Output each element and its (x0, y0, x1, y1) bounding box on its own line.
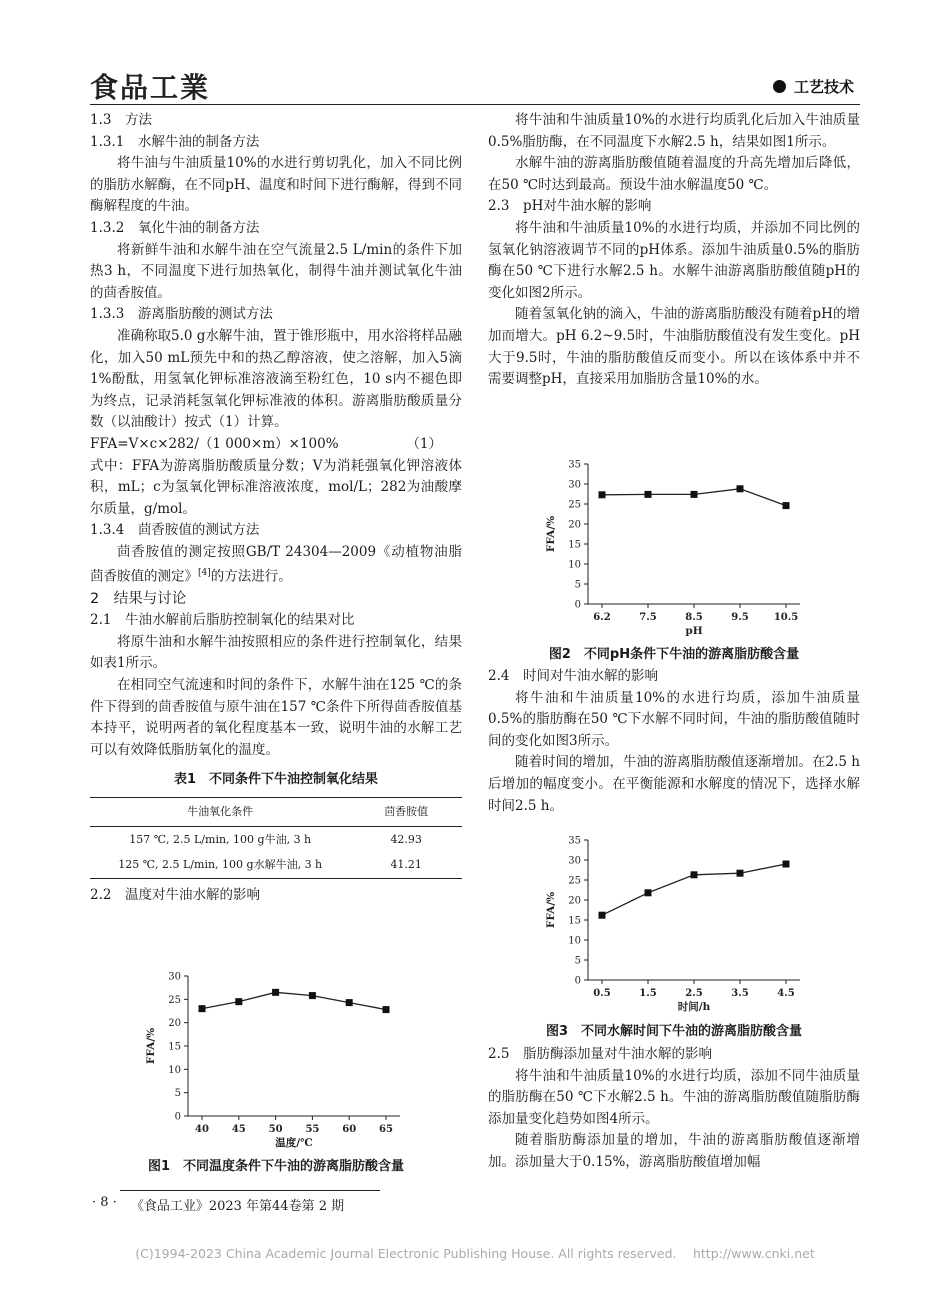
right-column-top (488, 110, 860, 391)
x-tick-label: 4.5 (777, 988, 795, 999)
y-tick-label: 20 (168, 1018, 181, 1030)
y-tick-label: 25 (568, 875, 581, 887)
y-tick-label: 25 (568, 499, 581, 511)
y-tick-label: 20 (568, 895, 581, 907)
heading-1-3-2: 1.3.2 氧化牛油的制备方法 (90, 219, 260, 236)
heading-2-2: 2.2 温度对牛油水解的影响 (90, 886, 260, 903)
x-tick-label: 9.5 (731, 612, 749, 623)
y-tick-label: 0 (174, 1111, 181, 1123)
data-point (645, 491, 652, 498)
y-tick-label: 0 (574, 975, 581, 987)
footer (92, 1195, 344, 1214)
y-tick-label: 30 (568, 479, 581, 491)
reference-mark: [4] (198, 568, 211, 579)
x-tick-label: 3.5 (731, 988, 749, 999)
table-cell: 42.93 (390, 832, 422, 846)
figure-1-caption: 图1 不同温度条件下牛油的游离脂肪酸含量 (147, 1159, 405, 1174)
data-point (783, 502, 790, 509)
right-column-bottom (488, 1044, 860, 1174)
page-number: · 8 · (92, 1195, 117, 1210)
y-tick-label: 5 (174, 1088, 181, 1100)
paragraph: 随着脂肪酶添加量的增加，牛油的游离脂肪酸值逐渐增加。添加量大于0.15%，游离脂肪酸值增加幅 (488, 1132, 860, 1170)
y-tick-label: 20 (568, 519, 581, 531)
heading-2-1: 2.1 牛油水解前后脂肪控制氧化的结果对比 (90, 612, 355, 629)
figure-2-caption: 图2 不同pH条件下牛油的游离脂肪酸含量 (548, 647, 800, 662)
x-tick-label: 1.5 (639, 988, 657, 999)
section-heading-2: 2 结果与讨论 (90, 590, 187, 607)
paragraph: 水解牛油的游离脂肪酸值随着温度的升高先增加后降低，在50 ℃时达到最高。预设牛油水解温度50 ℃。 (488, 155, 860, 193)
formula-number: （1） (406, 435, 442, 452)
table-header: 茴香胺值 (350, 797, 462, 826)
data-point (272, 989, 279, 996)
data-point (346, 999, 353, 1006)
paragraph: 将牛油和牛油质量10%的水进行均质，添加不同牛油质量的脂肪酶在50 ℃下水解2.5 h。牛油的游离脂肪酸值随脂肪酶添加量变化趋势如图4所示。 (488, 1067, 860, 1127)
y-tick-label: 15 (568, 539, 581, 551)
heading-1-3: 1.3 方法 (90, 112, 152, 128)
journal-logo: 食品工業 (90, 71, 211, 104)
heading-1-3-4: 1.3.4 茴香胺值的测试方法 (90, 522, 260, 539)
data-point (309, 992, 316, 999)
paragraph-text: 的方法进行。 (210, 568, 292, 585)
table-header: 牛油氧化条件 (90, 797, 350, 826)
heading-2-4: 2.4 时间对牛油水解的影响 (488, 668, 658, 684)
x-tick-label: 0.5 (593, 988, 611, 999)
table-caption: 表1 不同条件下牛油控制氧化结果 (173, 772, 379, 788)
y-tick-label: 15 (568, 915, 581, 927)
paragraph: 随着时间的增加，牛油的游离脂肪酸值逐渐增加。在2.5 h后增加的幅度变小。在平衡能源和水解度的情况下，选择水解时间2.5 h。 (488, 754, 860, 814)
x-tick-label: 60 (342, 1124, 357, 1135)
y-axis-label: FFA/% (545, 891, 557, 929)
x-axis-label: 时间/h (677, 1001, 711, 1012)
x-tick-label: 7.5 (639, 612, 657, 623)
heading-1-3-3: 1.3.3 游离脂肪酸的测试方法 (90, 306, 273, 323)
data-point (737, 485, 744, 492)
x-tick-label: 8.5 (685, 612, 703, 623)
data-point (235, 998, 242, 1005)
formula-expression: FFA=V×c×282/（1 000×m）×100% (90, 435, 339, 452)
section-label: 工艺技术 (793, 78, 854, 96)
y-tick-label: 5 (574, 955, 581, 967)
right-column-middle (488, 666, 860, 817)
left-column (90, 110, 462, 906)
x-tick-label: 6.2 (593, 612, 611, 623)
heading-1-3-1: 1.3.1 水解牛油的制备方法 (90, 133, 260, 150)
chart-time (530, 832, 810, 1012)
data-table (90, 797, 462, 879)
table-cell: 125 ℃, 2.5 L/min, 100 g水解牛油, 3 h (90, 852, 350, 878)
y-tick-label: 15 (168, 1041, 181, 1053)
y-tick-label: 30 (568, 855, 581, 867)
data-point (383, 1006, 390, 1013)
paragraph (90, 542, 462, 589)
chart-temperature (130, 968, 410, 1148)
y-tick-label: 30 (168, 971, 181, 983)
bullet-dot-icon (773, 80, 786, 93)
data-point (599, 491, 606, 498)
header-rule (90, 104, 860, 105)
x-tick-label: 55 (305, 1124, 320, 1135)
table-cell: 157 ℃, 2.5 L/min, 100 g牛油, 3 h (129, 832, 312, 846)
paragraph: 将新鲜牛油和水解牛油在空气流量2.5 L/min的条件下加热3 h，不同温度下进行加热氧化，制得牛油并测试氧化牛油的茴香胺值。 (90, 241, 462, 301)
paragraph: 在相同空气流速和时间的条件下，水解牛油在125 ℃的条件下得到的茴香胺值与原牛油在157 ℃条件下所得茴香胺值基本持平，说明两者的氧化程度基本一致，说明牛油的水解工艺可以有效降低脂肪氧化的温度。 (90, 676, 462, 758)
x-axis-label: 温度/℃ (275, 1137, 313, 1148)
x-tick-label: 2.5 (685, 988, 703, 999)
journal-issue: 《食品工业》2023 年第44卷第 2 期 (130, 1199, 345, 1214)
y-tick-label: 0 (574, 599, 581, 611)
data-point (691, 491, 698, 498)
figure-3-caption: 图3 不同水解时间下牛油的游离脂肪酸含量 (545, 1024, 803, 1039)
y-axis-label: FFA/% (545, 515, 557, 553)
paragraph: 将牛油和牛油质量10%的水进行均质，添加牛油质量0.5%的脂肪酶在50 ℃下水解不同时间，牛油的脂肪酸值随时间的变化如图3所示。 (488, 689, 860, 749)
y-tick-label: 10 (568, 935, 581, 947)
y-tick-label: 35 (568, 835, 581, 847)
paragraph: 式中：FFA为游离脂肪酸质量分数；V为消耗强氧化钾溶液体积，mL；c为氢氧化钾标准溶液浓度，mol/L；282为油酸摩尔质量，g/mol。 (90, 457, 462, 517)
data-point (599, 912, 606, 919)
data-point (691, 871, 698, 878)
y-tick-label: 5 (574, 579, 581, 591)
paragraph: 将牛油和牛油质量10%的水进行均质，并添加不同比例的氢氧化钠溶液调节不同的pH体系。添加牛油质量0.5%的脂肪酶在50 ℃下进行水解2.5 h。水解牛油游离脂肪酸值随pH的变化如图2所示。 (488, 219, 860, 301)
y-tick-label: 10 (568, 559, 581, 571)
heading-2-5: 2.5 脂肪酶添加量对牛油水解的影响 (488, 1046, 712, 1062)
y-axis-label: FFA/% (145, 1027, 157, 1065)
paragraph: 将牛油和牛油质量10%的水进行均质乳化后加入牛油质量0.5%脂肪酶，在不同温度下水解2.5 h，结果如图1所示。 (488, 112, 860, 150)
paragraph: 随着氢氧化钠的滴入，牛油的游离脂肪酸没有随着pH的增加而增大。pH 6.2~9.5时，牛油脂肪酸值没有发生变化。pH大于9.5时，牛油的脂肪酸值反而变小。所以在该体系中并不需要调整pH，直接采用加脂肪含量10%的水。 (488, 306, 860, 388)
table-row (90, 852, 462, 878)
y-tick-label: 10 (168, 1064, 181, 1076)
y-tick-label: 35 (568, 459, 581, 471)
x-tick-label: 40 (195, 1124, 209, 1135)
data-point (737, 870, 744, 877)
table-cell: 41.21 (350, 852, 462, 878)
series-line (202, 992, 386, 1009)
table-row (90, 826, 462, 852)
x-tick-label: 10.5 (773, 612, 799, 623)
copyright-notice: (C)1994-2023 China Academic Journal Electronic Publishing House. All rights reserved. http://www.cnki.net (135, 1246, 815, 1261)
data-point (645, 889, 652, 896)
paragraph: 将原牛油和水解牛油按照相应的条件进行控制氧化，结果如表1所示。 (90, 633, 462, 672)
x-tick-label: 50 (268, 1124, 283, 1135)
formula (90, 434, 462, 456)
heading-2-3: 2.3 pH对牛油水解的影响 (488, 198, 652, 215)
paragraph-text: 茴香胺值的测定按照GB/T 24304—2009《动植物油脂茴香胺值的测定》 (90, 543, 462, 585)
footer-rule (120, 1190, 380, 1191)
x-tick-label: 45 (231, 1124, 246, 1135)
x-axis-label: pH (685, 625, 703, 636)
paragraph: 准确称取5.0 g水解牛油，置于锥形瓶中，用水浴将样品融化，加入50 mL预先中和的热乙醇溶液，使之溶解，加入5滴1%酚酞，用氢氧化钾标准溶液滴至粉红色，10 s内不褪色即为终点，记录消耗氢氧化钾标准液的体积。游离脂肪酸质量分数（以油酸计）按式（1）计算。 (90, 327, 462, 431)
data-point (783, 861, 790, 868)
data-point (199, 1005, 206, 1012)
y-tick-label: 25 (168, 994, 181, 1006)
paragraph: 将牛油与牛油质量10%的水进行剪切乳化，加入不同比例的脂肪水解酶，在不同pH、温度和时间下进行酶解，得到不同酶解程度的牛油。 (90, 155, 462, 215)
x-tick-label: 65 (379, 1124, 393, 1135)
chart-ph (530, 456, 810, 636)
section-tag (773, 76, 854, 97)
